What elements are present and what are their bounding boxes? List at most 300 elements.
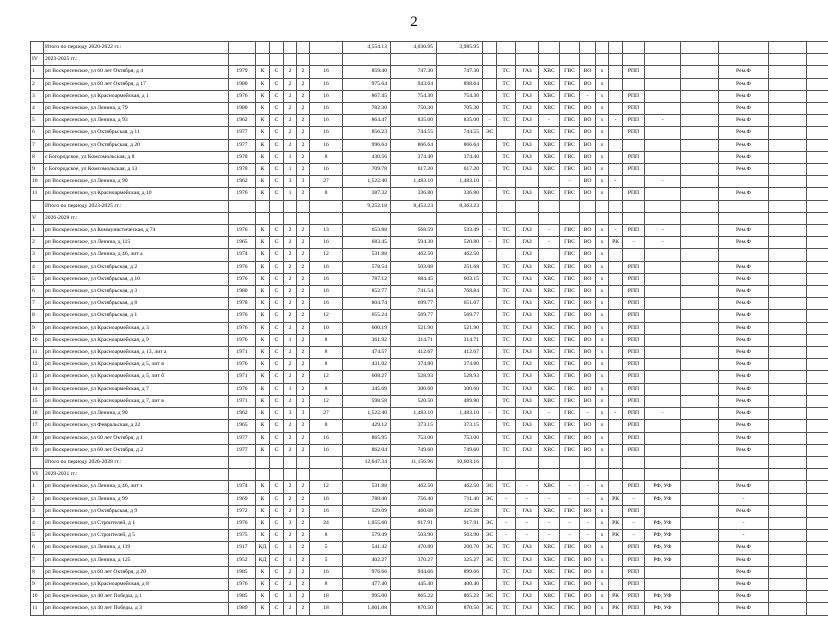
table-cell: [483, 188, 497, 200]
table-cell: ТС: [497, 347, 516, 359]
table-cell: рп Воскресенское, ул 60 лет Октября, д 17: [44, 78, 229, 90]
table-cell: ВО: [580, 566, 596, 578]
table-cell: Итого по периоду 2023-2025 гг.:: [44, 200, 229, 212]
table-cell: 1962: [229, 408, 256, 420]
table-cell: ГАЗ: [516, 591, 539, 603]
table-cell: [681, 432, 719, 444]
table-cell: 425.28: [437, 505, 483, 517]
table-cell: [483, 90, 497, 102]
table-cell: -: [580, 530, 596, 542]
table-cell: Рем.Ф: [719, 578, 769, 590]
table-cell: [769, 420, 807, 432]
table-cell: [807, 469, 828, 481]
table-cell: рп Воскресенское, ул Ленина, д 46, лит а: [44, 249, 229, 261]
table-cell: Рем.Ф: [719, 188, 769, 200]
table-cell: ВО: [580, 395, 596, 407]
table-cell: ГВС: [560, 334, 580, 346]
table-cell: 16: [310, 237, 343, 249]
table-cell: 400.40: [437, 578, 483, 590]
table-cell: [497, 176, 516, 188]
table-cell: 16: [310, 139, 343, 151]
table-cell: [256, 456, 270, 468]
table-cell: С: [270, 334, 284, 346]
table-cell: ГВС: [560, 578, 580, 590]
table-cell: [719, 212, 769, 224]
table-cell: [609, 456, 623, 468]
table-cell: -: [539, 517, 560, 529]
table-cell: [623, 200, 645, 212]
table-cell: 462.50: [391, 481, 437, 493]
table-cell: х: [596, 542, 609, 554]
table-cell: 867.45: [343, 90, 391, 102]
table-cell: ЭС: [483, 603, 497, 615]
table-cell: К: [256, 591, 270, 603]
table-cell: С: [270, 591, 284, 603]
table-cell: [681, 347, 719, 359]
table-cell: -: [609, 408, 623, 420]
table-cell: [596, 456, 609, 468]
table-cell: х: [596, 408, 609, 420]
table-cell: РК: [609, 603, 623, 615]
table-cell: 1985: [229, 566, 256, 578]
table-cell: х: [596, 139, 609, 151]
table-cell: рп Воскресенское, ул Красноармейская, д 7, лит в: [44, 395, 229, 407]
table-cell: 2: [284, 420, 297, 432]
table-row: [31, 310, 828, 322]
table-cell: С: [270, 517, 284, 529]
table-cell: С: [270, 493, 284, 505]
table-cell: ТС: [497, 566, 516, 578]
table-cell: 3: [297, 408, 310, 420]
table-cell: Рем.Ф: [719, 127, 769, 139]
table-cell: [560, 42, 580, 54]
table-cell: [807, 273, 828, 285]
table-cell: [483, 286, 497, 298]
table-cell: ВО: [580, 188, 596, 200]
table-cell: [769, 115, 807, 127]
table-cell: ГВС: [560, 444, 580, 456]
table-cell: [297, 212, 310, 224]
table-cell: 804.74: [343, 298, 391, 310]
table-cell: 431.02: [343, 359, 391, 371]
table-cell: [807, 237, 828, 249]
table-cell: Рем.Ф: [719, 298, 769, 310]
table-cell: 1976: [229, 322, 256, 334]
table-cell: ХВС: [539, 66, 560, 78]
table-cell: ТС: [497, 578, 516, 590]
table-cell: [769, 151, 807, 163]
table-cell: х: [596, 395, 609, 407]
table-cell: 744.55: [391, 127, 437, 139]
table-row: [31, 249, 828, 261]
table-cell: 489.80: [437, 395, 483, 407]
table-cell: х: [596, 383, 609, 395]
table-cell: [297, 456, 310, 468]
table-cell: [580, 42, 596, 54]
table-cell: [539, 176, 560, 188]
table-cell: 2: [284, 237, 297, 249]
table-cell: 579.49: [343, 530, 391, 542]
table-cell: [483, 420, 497, 432]
table-cell: х: [596, 103, 609, 115]
table-cell: 2: [284, 432, 297, 444]
table-cell: РПП: [623, 444, 645, 456]
table-cell: 1978: [229, 151, 256, 163]
table-cell: ТС: [497, 444, 516, 456]
table-cell: V: [31, 212, 44, 224]
table-cell: С: [270, 151, 284, 163]
table-cell: [609, 359, 623, 371]
table-row: [31, 444, 828, 456]
table-cell: [483, 469, 497, 481]
table-cell: ХВС: [539, 395, 560, 407]
table-cell: рп Воскресенское, ул Октябрьская, д 10: [44, 273, 229, 285]
table-cell: Рем.Ф: [719, 432, 769, 444]
table-cell: 374.80: [391, 359, 437, 371]
table-cell: 2: [297, 115, 310, 127]
table-cell: Рем.Ф: [719, 420, 769, 432]
table-cell: ЭС: [483, 591, 497, 603]
table-cell: РПП: [623, 115, 645, 127]
table-cell: 402.27: [343, 554, 391, 566]
table-cell: 8: [310, 578, 343, 590]
table-cell: 251.68: [437, 261, 483, 273]
table-cell: 8: [310, 347, 343, 359]
table-cell: х: [596, 359, 609, 371]
table-row: [31, 420, 828, 432]
table-cell: 2: [284, 273, 297, 285]
table-cell: 8: [31, 310, 44, 322]
table-cell: 27: [310, 176, 343, 188]
table-cell: Рем.Ф: [719, 66, 769, 78]
table-cell: х: [596, 578, 609, 590]
table-cell: Рем.Ф: [719, 566, 769, 578]
table-cell: ГАЗ: [516, 371, 539, 383]
table-cell: 1: [284, 383, 297, 395]
table-cell: 2: [297, 286, 310, 298]
table-cell: VI: [31, 469, 44, 481]
table-cell: Рем.Ф: [719, 554, 769, 566]
table-cell: [807, 176, 828, 188]
table-cell: [270, 200, 284, 212]
table-cell: [645, 249, 681, 261]
table-cell: [807, 66, 828, 78]
table-cell: [807, 127, 828, 139]
table-row: [31, 115, 828, 127]
table-cell: [645, 200, 681, 212]
table-cell: [483, 322, 497, 334]
table-cell: [596, 54, 609, 66]
table-cell: 412.67: [437, 347, 483, 359]
table-cell: 2: [297, 603, 310, 615]
table-row: [31, 139, 828, 151]
table-cell: ВО: [580, 334, 596, 346]
table-cell: РПП: [623, 164, 645, 176]
table-cell: [516, 469, 539, 481]
table-cell: 655.24: [343, 310, 391, 322]
table-cell: 747.30: [437, 66, 483, 78]
table-row: [31, 603, 828, 615]
table-cell: 16: [310, 505, 343, 517]
table-cell: ХВС: [539, 578, 560, 590]
table-cell: ВО: [580, 505, 596, 517]
table-cell: РПП: [623, 578, 645, 590]
table-cell: [483, 78, 497, 90]
table-cell: [645, 322, 681, 334]
table-cell: К: [256, 371, 270, 383]
table-cell: ГАЗ: [516, 395, 539, 407]
table-cell: х: [596, 66, 609, 78]
table-cell: ТС: [497, 603, 516, 615]
table-cell: 1976: [229, 334, 256, 346]
table-cell: ХВС: [539, 127, 560, 139]
table-cell: 756.40: [391, 493, 437, 505]
table-cell: 753.00: [391, 432, 437, 444]
table-cell: ТС: [497, 286, 516, 298]
table-cell: С: [270, 408, 284, 420]
table-cell: рп Воскресенское, ул 60 лет Октября, д 2: [44, 444, 229, 456]
table-cell: 2: [297, 139, 310, 151]
table-cell: [580, 54, 596, 66]
table-cell: ВО: [580, 591, 596, 603]
table-cell: 1980: [229, 286, 256, 298]
table-cell: [681, 408, 719, 420]
table-cell: рп Воскресенское, ул Февральская, д 22: [44, 420, 229, 432]
table-cell: С: [270, 566, 284, 578]
table-cell: [539, 42, 560, 54]
table-cell: 747.30: [391, 66, 437, 78]
table-cell: [645, 78, 681, 90]
table-cell: [719, 456, 769, 468]
table-cell: [719, 469, 769, 481]
table-cell: рп Воскресенское, ул Строителей, д 1: [44, 517, 229, 529]
table-cell: 19: [31, 444, 44, 456]
table-cell: [560, 54, 580, 66]
table-cell: Рем.Ф: [719, 273, 769, 285]
table-cell: х: [596, 78, 609, 90]
table-cell: 430.56: [343, 151, 391, 163]
table-cell: х: [596, 127, 609, 139]
table-cell: РПП: [623, 225, 645, 237]
table-row: [31, 383, 828, 395]
table-cell: 6: [31, 286, 44, 298]
table-cell: [769, 273, 807, 285]
table-cell: ТС: [497, 432, 516, 444]
table-cell: 852.77: [343, 286, 391, 298]
table-cell: 373.15: [391, 420, 437, 432]
table-cell: [807, 334, 828, 346]
table-cell: 314.71: [437, 334, 483, 346]
table-cell: 944.66: [391, 566, 437, 578]
table-cell: 1: [284, 542, 297, 554]
table-cell: С: [270, 578, 284, 590]
table-cell: 1976: [229, 310, 256, 322]
table-cell: [256, 200, 270, 212]
table-cell: [769, 359, 807, 371]
table-cell: ГАЗ: [516, 505, 539, 517]
table-cell: [769, 505, 807, 517]
table-cell: [681, 517, 719, 529]
table-cell: -: [516, 493, 539, 505]
table-cell: ТС: [497, 273, 516, 285]
table-cell: К: [256, 493, 270, 505]
table-cell: 8: [31, 151, 44, 163]
table-cell: -: [539, 115, 560, 127]
table-cell: [769, 383, 807, 395]
table-cell: [483, 383, 497, 395]
table-cell: [681, 78, 719, 90]
table-cell: с Богородское, ул Комсомольская, д 8: [44, 151, 229, 163]
table-cell: ХВС: [539, 347, 560, 359]
table-cell: [560, 456, 580, 468]
table-cell: [270, 42, 284, 54]
table-cell: 300.60: [437, 383, 483, 395]
table-cell: К: [256, 164, 270, 176]
table-cell: -: [719, 517, 769, 529]
table-cell: -: [560, 530, 580, 542]
table-cell: 788.40: [343, 493, 391, 505]
table-cell: -: [497, 493, 516, 505]
table-cell: [310, 212, 343, 224]
table-cell: ХВС: [539, 322, 560, 334]
table-cell: [483, 139, 497, 151]
table-cell: С: [270, 273, 284, 285]
table-cell: 8,363.23: [437, 200, 483, 212]
table-cell: 2: [297, 542, 310, 554]
table-cell: 2023-2025 гг.:: [44, 54, 229, 66]
table-cell: [807, 90, 828, 102]
table-cell: [609, 139, 623, 151]
table-cell: 2029-2031 гг.:: [44, 469, 229, 481]
table-cell: 5: [31, 273, 44, 285]
table-cell: Итого по периоду 2020-2022 гг.:: [44, 42, 229, 54]
table-cell: 3: [284, 408, 297, 420]
table-cell: С: [270, 66, 284, 78]
table-cell: [516, 200, 539, 212]
table-cell: 1: [284, 554, 297, 566]
table-cell: 2: [297, 554, 310, 566]
table-cell: [596, 200, 609, 212]
table-cell: [645, 66, 681, 78]
table-cell: рп Воскресенское, ул Ленина, д 115: [44, 237, 229, 249]
table-cell: 1989: [229, 603, 256, 615]
table-row: [31, 237, 828, 249]
table-cell: 2: [297, 310, 310, 322]
table-cell: ГВС: [560, 408, 580, 420]
table-cell: [539, 212, 560, 224]
table-cell: 8,453.23: [391, 200, 437, 212]
table-cell: 2: [284, 249, 297, 261]
table-cell: [516, 176, 539, 188]
table-cell: [483, 151, 497, 163]
table-cell: [437, 212, 483, 224]
table-cell: ГВС: [560, 591, 580, 603]
table-cell: РПП: [623, 151, 645, 163]
table-row: [31, 151, 828, 163]
table-cell: Рем.Ф: [719, 444, 769, 456]
table-cell: РФ, УФ: [645, 603, 681, 615]
table-cell: ХВС: [539, 505, 560, 517]
table-cell: РК: [609, 530, 623, 542]
table-cell: 16: [310, 78, 343, 90]
table-cell: [807, 298, 828, 310]
table-cell: [609, 505, 623, 517]
table-cell: 16: [310, 115, 343, 127]
table-cell: [769, 298, 807, 310]
table-cell: рп Воскресенское, ул Октябрьская, д 1: [44, 310, 229, 322]
table-cell: 462.50: [437, 249, 483, 261]
table-cell: [681, 542, 719, 554]
table-cell: ТС: [497, 66, 516, 78]
table-cell: ГАЗ: [516, 383, 539, 395]
table-cell: [609, 542, 623, 554]
table-cell: [681, 54, 719, 66]
table-cell: К: [256, 237, 270, 249]
table-cell: 1976: [229, 383, 256, 395]
table-cell: 11: [31, 603, 44, 615]
table-cell: 594.30: [391, 237, 437, 249]
table-cell: ГВС: [560, 127, 580, 139]
table-cell: рп Воскресенское, ул Октябрьская, д 11: [44, 127, 229, 139]
table-cell: 864.47: [343, 115, 391, 127]
table-cell: [681, 322, 719, 334]
table-cell: 16: [310, 127, 343, 139]
table-row: [31, 54, 828, 66]
table-cell: Рем.Ф: [719, 481, 769, 493]
table-cell: ТС: [497, 420, 516, 432]
table-cell: 18: [310, 591, 343, 603]
table-cell: ТС: [497, 188, 516, 200]
table-cell: х: [596, 188, 609, 200]
table-cell: К: [256, 225, 270, 237]
table-cell: К: [256, 359, 270, 371]
table-cell: х: [596, 530, 609, 542]
table-cell: [645, 42, 681, 54]
table-cell: рп Воскресенское, ул Красноармейская, д 1: [44, 90, 229, 102]
table-cell: [497, 54, 516, 66]
table-cell: ВО: [580, 542, 596, 554]
table-cell: [681, 188, 719, 200]
table-cell: РПП: [623, 188, 645, 200]
table-cell: 1978: [229, 298, 256, 310]
table-row: [31, 432, 828, 444]
table-cell: 345.69: [343, 383, 391, 395]
table-cell: 12: [31, 359, 44, 371]
table-cell: 2: [297, 395, 310, 407]
table-cell: РПП: [623, 298, 645, 310]
table-cell: 2: [297, 164, 310, 176]
table-cell: С: [270, 286, 284, 298]
table-cell: рп Воскресенское, ул Ленина, д 79: [44, 103, 229, 115]
table-cell: 9: [31, 578, 44, 590]
table-cell: 754.30: [437, 90, 483, 102]
table-cell: рп Воскресенское, ул Ленина, д 93: [44, 115, 229, 127]
table-cell: 1: [284, 151, 297, 163]
table-cell: [483, 310, 497, 322]
table-cell: 10: [31, 176, 44, 188]
table-cell: ГАЗ: [516, 90, 539, 102]
table-cell: [645, 127, 681, 139]
table-cell: [645, 212, 681, 224]
table-cell: [310, 42, 343, 54]
table-cell: РФ, УФ: [645, 530, 681, 542]
table-cell: -: [560, 176, 580, 188]
table-cell: 1,483.10: [437, 176, 483, 188]
table-cell: 1977: [229, 432, 256, 444]
table-cell: К: [256, 176, 270, 188]
table-cell: РФ, УФ: [645, 493, 681, 505]
table-cell: 859.40: [343, 66, 391, 78]
